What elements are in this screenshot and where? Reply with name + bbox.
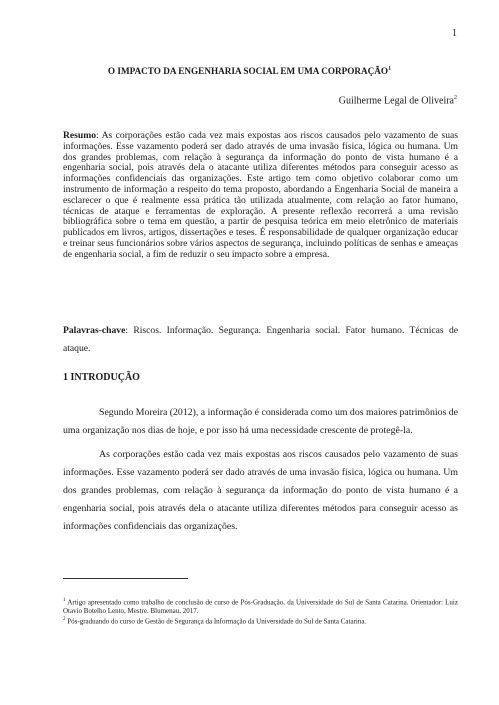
author-line <box>339 95 457 106</box>
footnote-text: Pós-graduando do curso de Gestão de Segurança da Informação da Universidade do Sul de Santa Catarina. <box>65 616 367 625</box>
footnote-mark: 1 <box>63 598 66 603</box>
paper-title <box>0 66 499 76</box>
footnote-text: Artigo apresentado como trabalho de conclusão de curso de Pós-Graduação, da Universidade do Sul de Santa Catarina. Orientador: Luiz Otavio Botelho Lento, Mestre. Blumenau, 2017. <box>63 598 458 615</box>
abstract-label: Resumo <box>63 130 97 141</box>
title-footnote-mark: 1 <box>388 66 392 72</box>
title-text: O IMPACTO DA ENGENHARIA SOCIAL EM UMA CORPORAÇÃO <box>107 66 389 77</box>
keywords-label: Palavras-chave <box>63 325 126 336</box>
footnote <box>63 616 458 626</box>
keywords <box>63 322 458 357</box>
footnote <box>63 597 458 616</box>
abstract <box>63 131 458 261</box>
keywords-text: : Riscos. Informação. Segurança. Engenharia social. Fator humano. Técnicas de ataque. <box>63 325 458 354</box>
page-number: 1 <box>452 28 457 39</box>
abstract-text: : As corporações estão cada vez mais expostas aos riscos causados pelo vazamento de suas informações. Esse vazamento poderá ser dado através de uma invasão física, lógica ou humana. Um dos grandes problemas, com relação à segurança da informação do ponto de vista humano é a engenharia social, pois através dela o atacante utiliza diferentes métodos para conseguir acesso as informações confidenciais das organizações. Este artigo tem como objetivo colaborar como um instrumento de informação a respeito do tema proposto, abordando a Engenharia Social de maneira a esclarecer o que é realmente essa prática tão utilizada atualmente, com relação ao fator humano, técnicas de ataque e ferramentas de exploração. A presente reflexão recorrerá a uma revisão bibliográfica sobre o tema em questão, a partir de pesquisa teórica em meio eletrônico de materiais publicados em livros, artigos, dissertações e teses. É responsabilidade de qualquer organização educar e treinar seus funcionários sobre vários aspectos de segurança, incluindo políticas de senhas e ameaças de engenharia social, a fim de reduzir o seu impacto sobre a empresa. <box>63 130 458 260</box>
author-name: Guilherme Legal de Oliveira <box>338 95 454 107</box>
footnote-separator <box>63 578 188 579</box>
author-footnote-mark: 2 <box>454 95 457 101</box>
footnotes <box>63 597 458 625</box>
footnote-mark: 2 <box>63 616 66 622</box>
section-heading: 1 INTRODUÇÃO <box>63 372 140 383</box>
body-paragraph: As corporações estão cada vez mais expostas aos riscos causados pelo vazamento de suas informações. Esse vazamento poderá ser dado através de uma invasão física, lógica ou humana. Um dos grandes problemas, com relação à segurança da informação do ponto de vista humano é a engenharia social, pois através dela o atacante utiliza diferentes métodos para conseguir acesso as informações confidenciais das organizações. <box>63 449 458 532</box>
body-text <box>63 404 458 542</box>
body-paragraph: Segundo Moreira (2012), a informação é considerada como um dos maiores patrimônios de uma organização nos dias de hoje, e por isso há uma necessidade crescente de protegê-la. <box>63 407 458 436</box>
